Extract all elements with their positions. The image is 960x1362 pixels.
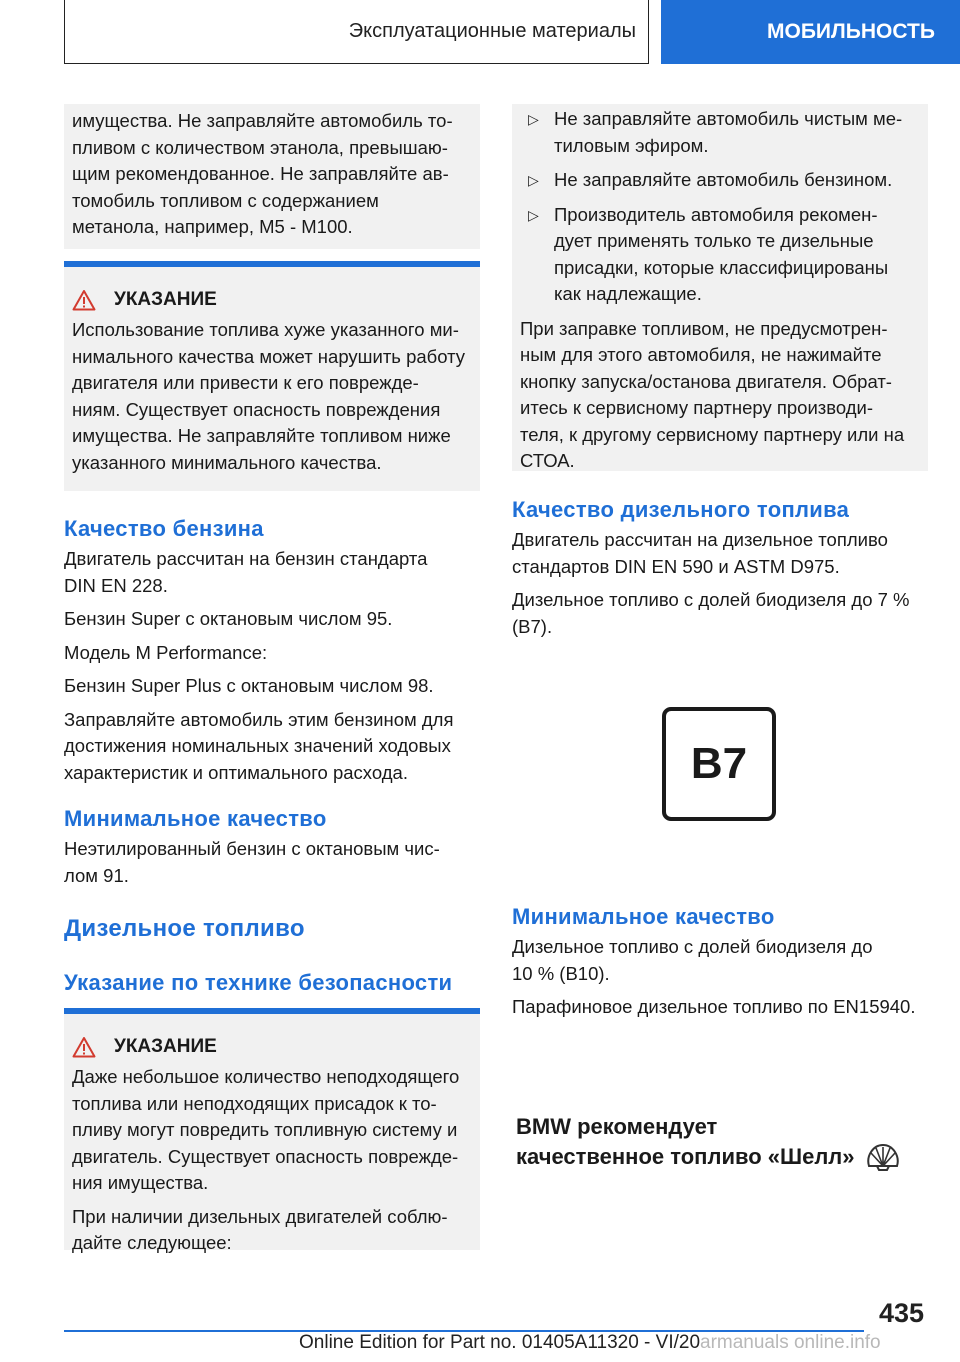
text-line: кнопку запуска/останова двигателя. Обрат- — [520, 370, 892, 392]
text-line: Двигатель рассчитан на бензин стандарта — [64, 548, 428, 569]
text-line: Бензин Super Plus с октановым числом 98. — [64, 675, 434, 696]
text-line: щим рекомендованное. Не заправляйте ав- — [72, 163, 449, 184]
text-line: характеристик и оптимального расхода. — [64, 761, 408, 783]
warning-box-2 — [64, 1008, 480, 1253]
text-line: достижения номинальных значений ходовых — [64, 735, 451, 756]
shell-recommendation — [516, 1112, 936, 1172]
text-line: Бензин Super с октановым числом 95. — [64, 608, 393, 629]
text-line: томобиль топливом с содержанием — [72, 189, 379, 211]
text-line: Парафиновое дизельное топливо по EN15940. — [512, 996, 916, 1017]
continued-warning-box — [64, 104, 480, 249]
text-line: тиловым эфиром. — [554, 134, 709, 156]
text-line: нимального качества может нарушить работу — [72, 345, 466, 367]
section-heading: Минимальное качество — [64, 806, 327, 831]
list-item — [512, 106, 920, 159]
text-line: Модель M Performance: — [64, 641, 268, 663]
text-line: ния имущества. — [72, 1172, 209, 1193]
warning-title: УКАЗАНИЕ — [114, 289, 217, 310]
text-line: Не заправляйте автомобиль бензином. — [554, 169, 893, 190]
text-line: DIN EN 228. — [64, 574, 168, 596]
min-quality-petrol-section — [64, 806, 480, 889]
triangle-bullet-icon: ▷ — [528, 206, 539, 223]
text-line: топлива или неподходящих присадок к то- — [72, 1092, 437, 1114]
section-tab-label: Эксплуатационные материалы — [348, 20, 636, 42]
text-line: СТОА. — [520, 450, 575, 471]
page-number: 435 — [878, 1298, 924, 1328]
text-line: как надлежащие. — [554, 283, 702, 304]
text-line: теля, к другому сервисному партнеру или на — [520, 423, 905, 445]
text-line: пливу могут повредить топливную систему и — [72, 1119, 458, 1140]
text-line: имущества. Не заправляйте топливом ниже — [72, 425, 451, 446]
text-line: двигатель. Существует опасность поврежде- — [72, 1145, 459, 1167]
text-line: дайте следующее: — [72, 1232, 232, 1253]
list-item — [512, 167, 920, 194]
min-quality-diesel-section — [512, 904, 932, 1021]
warning-box-1 — [64, 261, 480, 491]
text-line: дует применять только те дизельные — [554, 230, 874, 251]
shell-text-line: качественное топливо «Шелл» — [516, 1144, 855, 1169]
warning-header — [72, 1036, 472, 1058]
text-line: Использование топлива хуже указанного ми- — [72, 319, 459, 340]
safety-heading: Указание по технике безопасности — [64, 970, 453, 995]
section-heading: Качество дизельного топлива — [512, 497, 850, 522]
text-line: двигателя или привести к его поврежде- — [72, 372, 419, 393]
text-line: Дизельное топливо с долей биодизеля до 7 % — [512, 589, 910, 610]
chapter-tab-label: МОБИЛЬНОСТЬ — [767, 20, 935, 43]
section-heading: Минимальное качество — [512, 904, 775, 929]
warning-header — [72, 289, 472, 311]
list-item — [512, 202, 920, 308]
text-line: указанного минимального качества. — [72, 451, 382, 473]
text-line: 10 % (B10). — [512, 962, 610, 984]
text-line: итесь к сервисному партнеру производи- — [520, 397, 874, 418]
warning-triangle-icon — [72, 289, 96, 311]
text-line: Производитель автомобиля рекомен- — [554, 203, 878, 225]
chapter-tab — [661, 0, 960, 64]
text-line: стандартов DIN EN 590 и ASTM D975. — [512, 555, 840, 577]
warning-triangle-icon — [72, 1036, 96, 1058]
shell-logo-icon — [865, 1142, 901, 1172]
text-line: Неэтилированный бензин с октановым чис- — [64, 838, 440, 859]
text-line: пливом с количеством этанола, превышаю- — [72, 136, 448, 158]
triangle-bullet-icon: ▷ — [528, 172, 539, 188]
text-line: ниям. Существует опасность повреждения — [72, 398, 441, 420]
section-tab — [64, 0, 649, 64]
b7-label-image — [662, 707, 776, 821]
text-line: Не заправляйте автомобиль чистым ме- — [554, 108, 903, 129]
edition-text: Online Edition for Part no. 01405A11320 - VI/20 — [299, 1332, 701, 1353]
diesel-heading: Дизельное топливо — [64, 915, 305, 942]
text-line: Даже небольшое количество неподходящего — [72, 1066, 460, 1087]
text-line: ным для этого автомобиля, не нажимайте — [520, 344, 882, 365]
text-line: имущества. Не заправляйте автомобиль то- — [72, 110, 453, 131]
watermark-text: armanuals online.info — [700, 1332, 881, 1353]
text-line: лом 91. — [64, 864, 129, 886]
text-line: метанола, например, M5 - M100. — [72, 216, 353, 237]
section-heading: Качество бензина — [64, 516, 264, 541]
triangle-bullet-icon: ▷ — [528, 111, 539, 127]
continued-warning-box-right — [512, 104, 928, 471]
warning-title: УКАЗАНИЕ — [114, 1036, 217, 1057]
diesel-quality-section — [512, 497, 932, 640]
text-line: Дизельное топливо с долей биодизеля до — [512, 936, 873, 957]
text-line: При заправке топливом, не предусмотрен- — [520, 317, 888, 339]
shell-text-line: BMW рекомендует — [516, 1114, 718, 1139]
text-line: Двигатель рассчитан на дизельное топливо — [512, 529, 888, 550]
text-line: (B7). — [512, 615, 553, 637]
b7-label-text: B7 — [690, 739, 748, 788]
text-line: Заправляйте автомобиль этим бензином для — [64, 708, 454, 730]
petrol-quality-section — [64, 516, 480, 786]
text-line: При наличии дизельных двигателей соблю- — [72, 1205, 448, 1227]
text-line: присадки, которые классифицированы — [554, 256, 889, 278]
